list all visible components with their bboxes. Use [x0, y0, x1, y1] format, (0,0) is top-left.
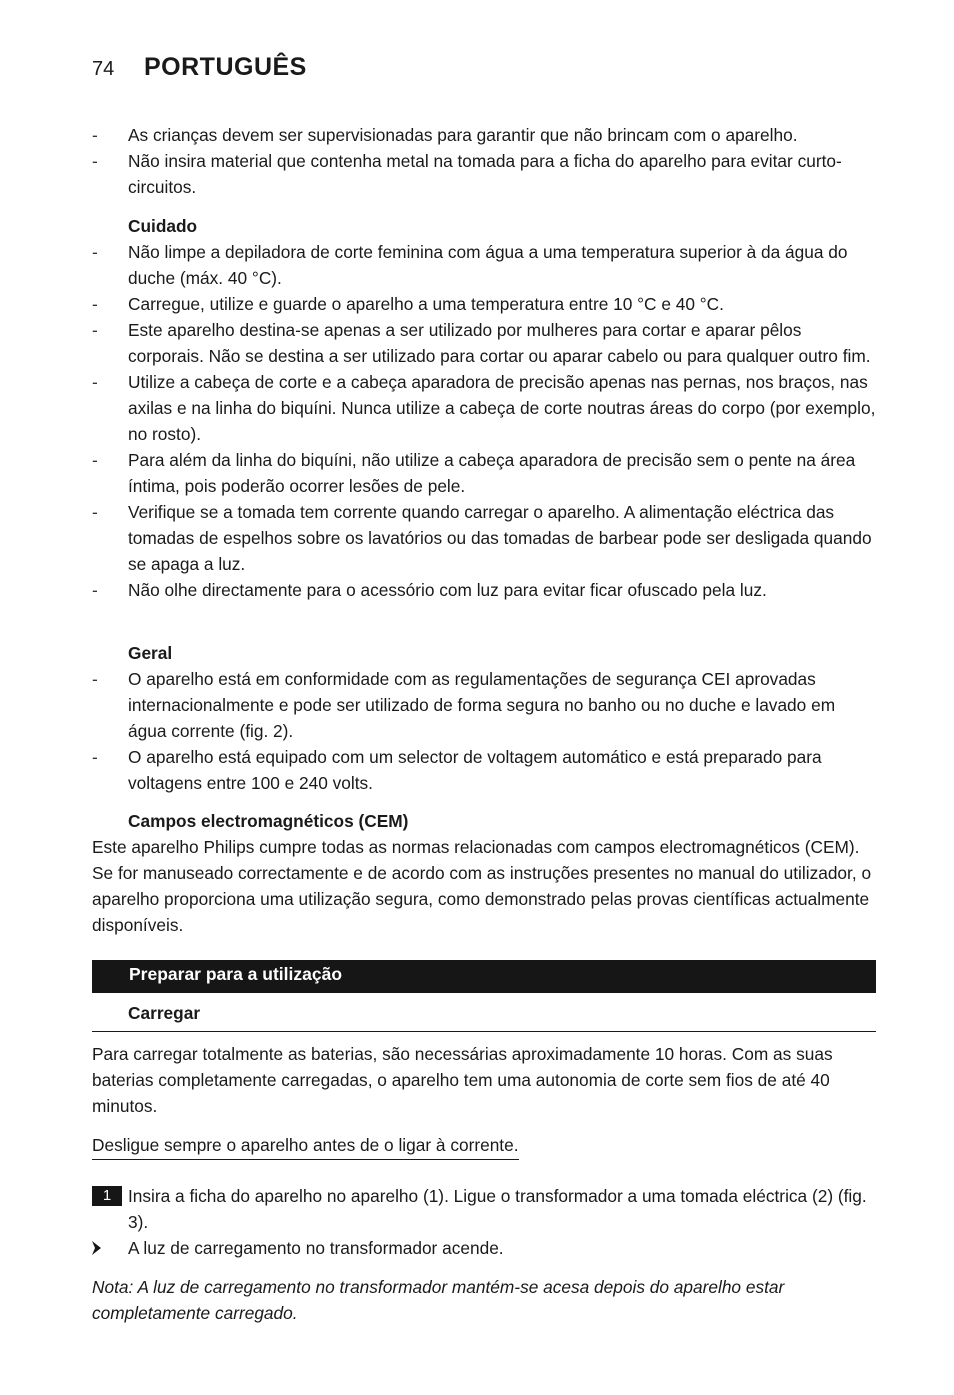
intro-list	[92, 122, 878, 200]
list-item	[92, 447, 878, 499]
page-title: PORTUGUÊS	[144, 53, 307, 81]
dash-marker: -	[92, 372, 98, 392]
subsection-header	[92, 1003, 876, 1032]
list-item-text: Não limpe a depiladora de corte feminina com água a uma temperatura superior à da água do duche (máx. 40 °C).	[128, 242, 848, 288]
dash-marker: -	[92, 450, 98, 470]
dash-marker: -	[92, 242, 98, 262]
dash-marker: -	[92, 151, 98, 171]
list-item	[92, 291, 878, 317]
list-item	[92, 577, 878, 603]
cuidado-section	[92, 213, 878, 603]
list-item-text: Para além da linha do biquíni, não utilize a cabeça aparadora de precisão sem o pente na área íntima, pois poderão ocorrer lesões de pele.	[128, 450, 856, 496]
note-text: Nota: A luz de carregamento no transformador mantém-se acesa depois do aparelho estar completamente carregado.	[92, 1277, 785, 1323]
charging-paragraph: Para carregar totalmente as baterias, são necessárias aproximadamente 10 horas. Com as suas baterias completamente carregadas, o aparelho tem uma autonomia de corte sem fios de até 40 minutos.	[92, 1044, 833, 1116]
list-item	[92, 499, 878, 577]
step-number-badge: 1	[92, 1186, 122, 1206]
list-item-text: Carregue, utilize e guarde o aparelho a uma temperatura entre 10 °C e 40 °C.	[128, 294, 724, 314]
result-arrow-icon	[92, 1241, 104, 1255]
section-header-bar	[92, 960, 876, 993]
steps-list	[92, 1183, 878, 1261]
result-text: A luz de carregamento no transformador acende.	[128, 1238, 504, 1258]
list-item-text: O aparelho está em conformidade com as regulamentações de segurança CEI aprovadas internacionalmente e pode ser utilizado de forma segura no banho ou no duche e lavado em água corrente (fig. 2).	[128, 669, 836, 741]
dash-marker: -	[92, 502, 98, 522]
list-item-text: Não insira material que contenha metal na tomada para a ficha do aparelho para evitar curto-circuitos.	[128, 151, 842, 197]
list-item-text: Este aparelho destina-se apenas a ser utilizado por mulheres para cortar e aparar pêlos corporais. Não se destina a ser utilizado para cortar ou aparar cabelo ou para qualquer outro fim.	[128, 320, 871, 366]
step-item	[92, 1183, 878, 1235]
list-item-text: As crianças devem ser supervisionadas para garantir que não brincam com o aparelho.	[128, 125, 798, 145]
result-item	[92, 1235, 878, 1261]
subsection-title: Carregar	[128, 1003, 201, 1023]
dash-marker: -	[92, 747, 98, 767]
cuidado-heading: Cuidado	[128, 216, 198, 236]
list-item-text: Utilize a cabeça de corte e a cabeça aparadora de precisão apenas nas pernas, nos braços, nas axilas e na linha do biquíni. Nunca utilize a cabeça de corte noutras áreas do corpo (por exemplo, no rosto).	[128, 372, 876, 444]
cem-paragraph: Este aparelho Philips cumpre todas as normas relacionadas com campos electromagnéticos (CEM). Se for manuseado correctamente e de acordo com as instruções presentes no manual do utilizador, o aparelho proporciona uma utilização segura, como demonstrado pelas provas científicas actualmente disponíveis.	[92, 837, 872, 935]
section-title: Preparar para a utilização	[129, 964, 343, 984]
dash-marker: -	[92, 294, 98, 314]
geral-heading: Geral	[128, 643, 173, 663]
list-item	[92, 148, 878, 200]
cem-heading: Campos electromagnéticos (CEM)	[128, 811, 409, 831]
dash-marker: -	[92, 320, 98, 340]
dash-marker: -	[92, 125, 98, 145]
list-item	[92, 666, 878, 744]
cem-section	[92, 808, 878, 938]
page-number: 74	[92, 58, 115, 80]
step-text: Insira a ficha do aparelho no aparelho (1). Ligue o transformador a uma tomada eléctrica (2) (fig. 3).	[128, 1186, 867, 1232]
geral-section	[92, 640, 878, 796]
list-item	[92, 369, 878, 447]
warning-text: Desligue sempre o aparelho antes de o ligar à corrente.	[92, 1132, 519, 1160]
list-item	[92, 744, 878, 796]
list-item-text: Verifique se a tomada tem corrente quando carregar o aparelho. A alimentação eléctrica das tomadas de espelhos sobre os lavatórios ou das tomadas de barbear pode ser desligada quando se apaga a luz.	[128, 502, 872, 574]
list-item	[92, 317, 878, 369]
list-item-text: Não olhe directamente para o acessório com luz para evitar ficar ofuscado pela luz.	[128, 580, 767, 600]
list-item	[92, 122, 878, 148]
dash-marker: -	[92, 580, 98, 600]
list-item	[92, 239, 878, 291]
list-item-text: O aparelho está equipado com um selector de voltagem automático e está preparado para voltagens entre 100 e 240 volts.	[128, 747, 822, 793]
dash-marker: -	[92, 669, 98, 689]
